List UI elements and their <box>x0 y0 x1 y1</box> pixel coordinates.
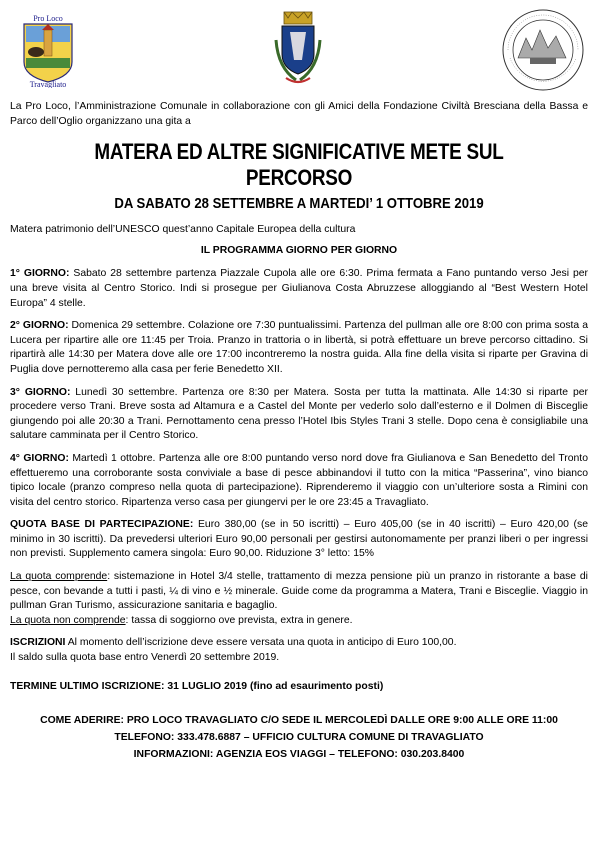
fondazione-logo <box>500 8 586 92</box>
main-title: MATERA ED ALTRE SIGNIFICATIVE METE SUL PERCORSO <box>94 139 504 191</box>
date-subtitle: DA SABATO 28 SETTEMBRE A MARTEDI’ 1 OTTOBRE 2019 <box>114 196 484 213</box>
day-3-text: Lunedì 30 settembre. Partenza ore 8:30 per Matera. Sosta per tutta la mattinata. Alle 14:30 si riparte per procedere verso Trani. Breve sosta ad Altamura e a Castel del Monte per vederlo solo dall’esterno e il Dolmen di Bisceglie giungendo poi alle 20:30 a Trani. Pernottamento cena presso l’Hotel Ibis Styles Trani 3 stelle. Dopo cena è consigliabile una salutare camminata per il Centro Storico. <box>10 386 588 442</box>
non-comprende-paragraph <box>10 614 588 629</box>
day-3-paragraph <box>10 386 588 444</box>
day-1-label: 1° GIORNO: <box>10 268 70 280</box>
pro-loco-logo <box>20 12 76 88</box>
day-2-label: 2° GIORNO: <box>10 320 69 332</box>
quota-text: Euro 380,00 (se in 50 iscritti) – Euro 405,00 (se in 40 iscritti) – Euro 420,00 (se minimo in 30 iscritti). Da prevedersi ulteriori Euro 90,00 personali per gestirsi autonomamente per pranzi liberi o per ingressi non previsti. Supplemento camera singola: Euro 90,00. Riduzione 3° letto: 15% <box>10 519 588 560</box>
logo-bottom-text: Travagliato <box>29 80 67 88</box>
day-2-paragraph <box>10 319 588 377</box>
day-3-label: 3° GIORNO: <box>10 386 71 398</box>
day-4-text: Martedì 1 ottobre. Partenza alle ore 8:00 puntando verso nord dove fra Giulianova e San Benedetto del Tronto effettueremo una corroborante sosta conviviale a base di pesce abbinandovi il tutto con la mitica “Passerina”, vino bianco tipico locale (pranzo compreso nella quota di partecipazione). Riprenderemo il viaggio con un’ulteriore sosta a Rimini con visita del centro storico. Ripartenza verso casa per giungervi per le ore 23:45 a Travagliato. <box>10 452 588 508</box>
quota-paragraph <box>10 518 588 562</box>
day-1-paragraph <box>10 267 588 311</box>
quota-label: QUOTA BASE DI PARTECIPAZIONE: <box>10 519 194 531</box>
non-comprende-text: : tassa di soggiorno ove prevista, extra in genere. <box>125 614 353 626</box>
day-1-text: Sabato 28 settembre partenza Piazzale Cupola alle ore 6:30. Prima fermata a Fano puntando verso Jesi per una breve visita al Centro Storico. Indi si prosegue per Giulianova Costa Abruzzese alloggiando al “Best Western Hotel Europa” 4 stelle. <box>10 268 588 309</box>
comprende-label: La quota comprende <box>10 571 108 583</box>
termine-iscrizione: TERMINE ULTIMO ISCRIZIONE: 31 LUGLIO 2019 (fino ad esaurimento posti) <box>10 680 384 692</box>
program-heading: IL PROGRAMMA GIORNO PER GIORNO <box>200 244 398 256</box>
non-comprende-label: La quota non comprende <box>10 614 126 626</box>
footer-telefono: TELEFONO: 333.478.6887 – UFFICIO CULTURA COMUNE DI TRAVAGLIATO <box>114 732 484 744</box>
day-4-paragraph <box>10 452 588 510</box>
iscrizioni-text: Al momento dell’iscrizione deve essere versata una quota in anticipo di Euro 100,00. <box>65 637 457 649</box>
iscrizioni-paragraph <box>10 636 588 651</box>
comprende-paragraph <box>10 570 588 614</box>
logo-top-text: Pro Loco <box>33 14 63 23</box>
footer-come-aderire: COME ADERIRE: PRO LOCO TRAVAGLIATO C/O SEDE IL MERCOLEDÌ DALLE ORE 9:00 ALLE ORE 11:00 <box>40 715 558 727</box>
iscrizioni-label: ISCRIZIONI <box>10 637 66 649</box>
day-2-text: Domenica 29 settembre. Colazione ore 7:30 puntualissimi. Partenza del pullman alle ore 8:00 con prima sosta a Lucera per ripartire alle ore 11:45 per Troia. Pranzo in trattoria o in libertà, si potrà effettuare un breve percorso cittadino. Si ripartirà alle 14:30 per Matera dove alle ore 17:00 incontreremo la nostra guida. Alla fine della visita si riparte per Gravina di Puglia dove pernotteremo alla casa per ferie Benedetto XII. <box>10 320 588 375</box>
logo-header <box>0 8 600 88</box>
footer-informazioni: INFORMAZIONI: AGENZIA EOS VIAGGI – TELEFONO: 030.203.8400 <box>133 749 465 761</box>
comprende-text: : sistemazione in Hotel 3/4 stelle, trattamento di mezza pensione più un pranzo in ristorante a base di pesce, con bevande a tutti i pasti, ¼ di vino e ½ minerale. Guide come da programma a Matera, Trani e Bisceglie. Viaggio in pullman Gran Turismo, assicurazione sanitaria e bagaglio. <box>10 571 588 612</box>
intro-paragraph: La Pro Loco, l’Amministrazione Comunale in collaborazione con gli Amici della Fondazione Civiltà Bresciana della Bassa e Parco dell’Oglio organizzano una gita a <box>10 101 588 127</box>
day-4-label: 4° GIORNO: <box>10 452 69 464</box>
unesco-note: Matera patrimonio dell’UNESCO quest’anno Capitale Europea della cultura <box>10 224 356 236</box>
coat-of-arms-logo <box>272 10 324 90</box>
saldo-paragraph: Il saldo sulla quota base entro Venerdì 20 settembre 2019. <box>10 652 280 664</box>
flyer-body <box>10 100 588 763</box>
